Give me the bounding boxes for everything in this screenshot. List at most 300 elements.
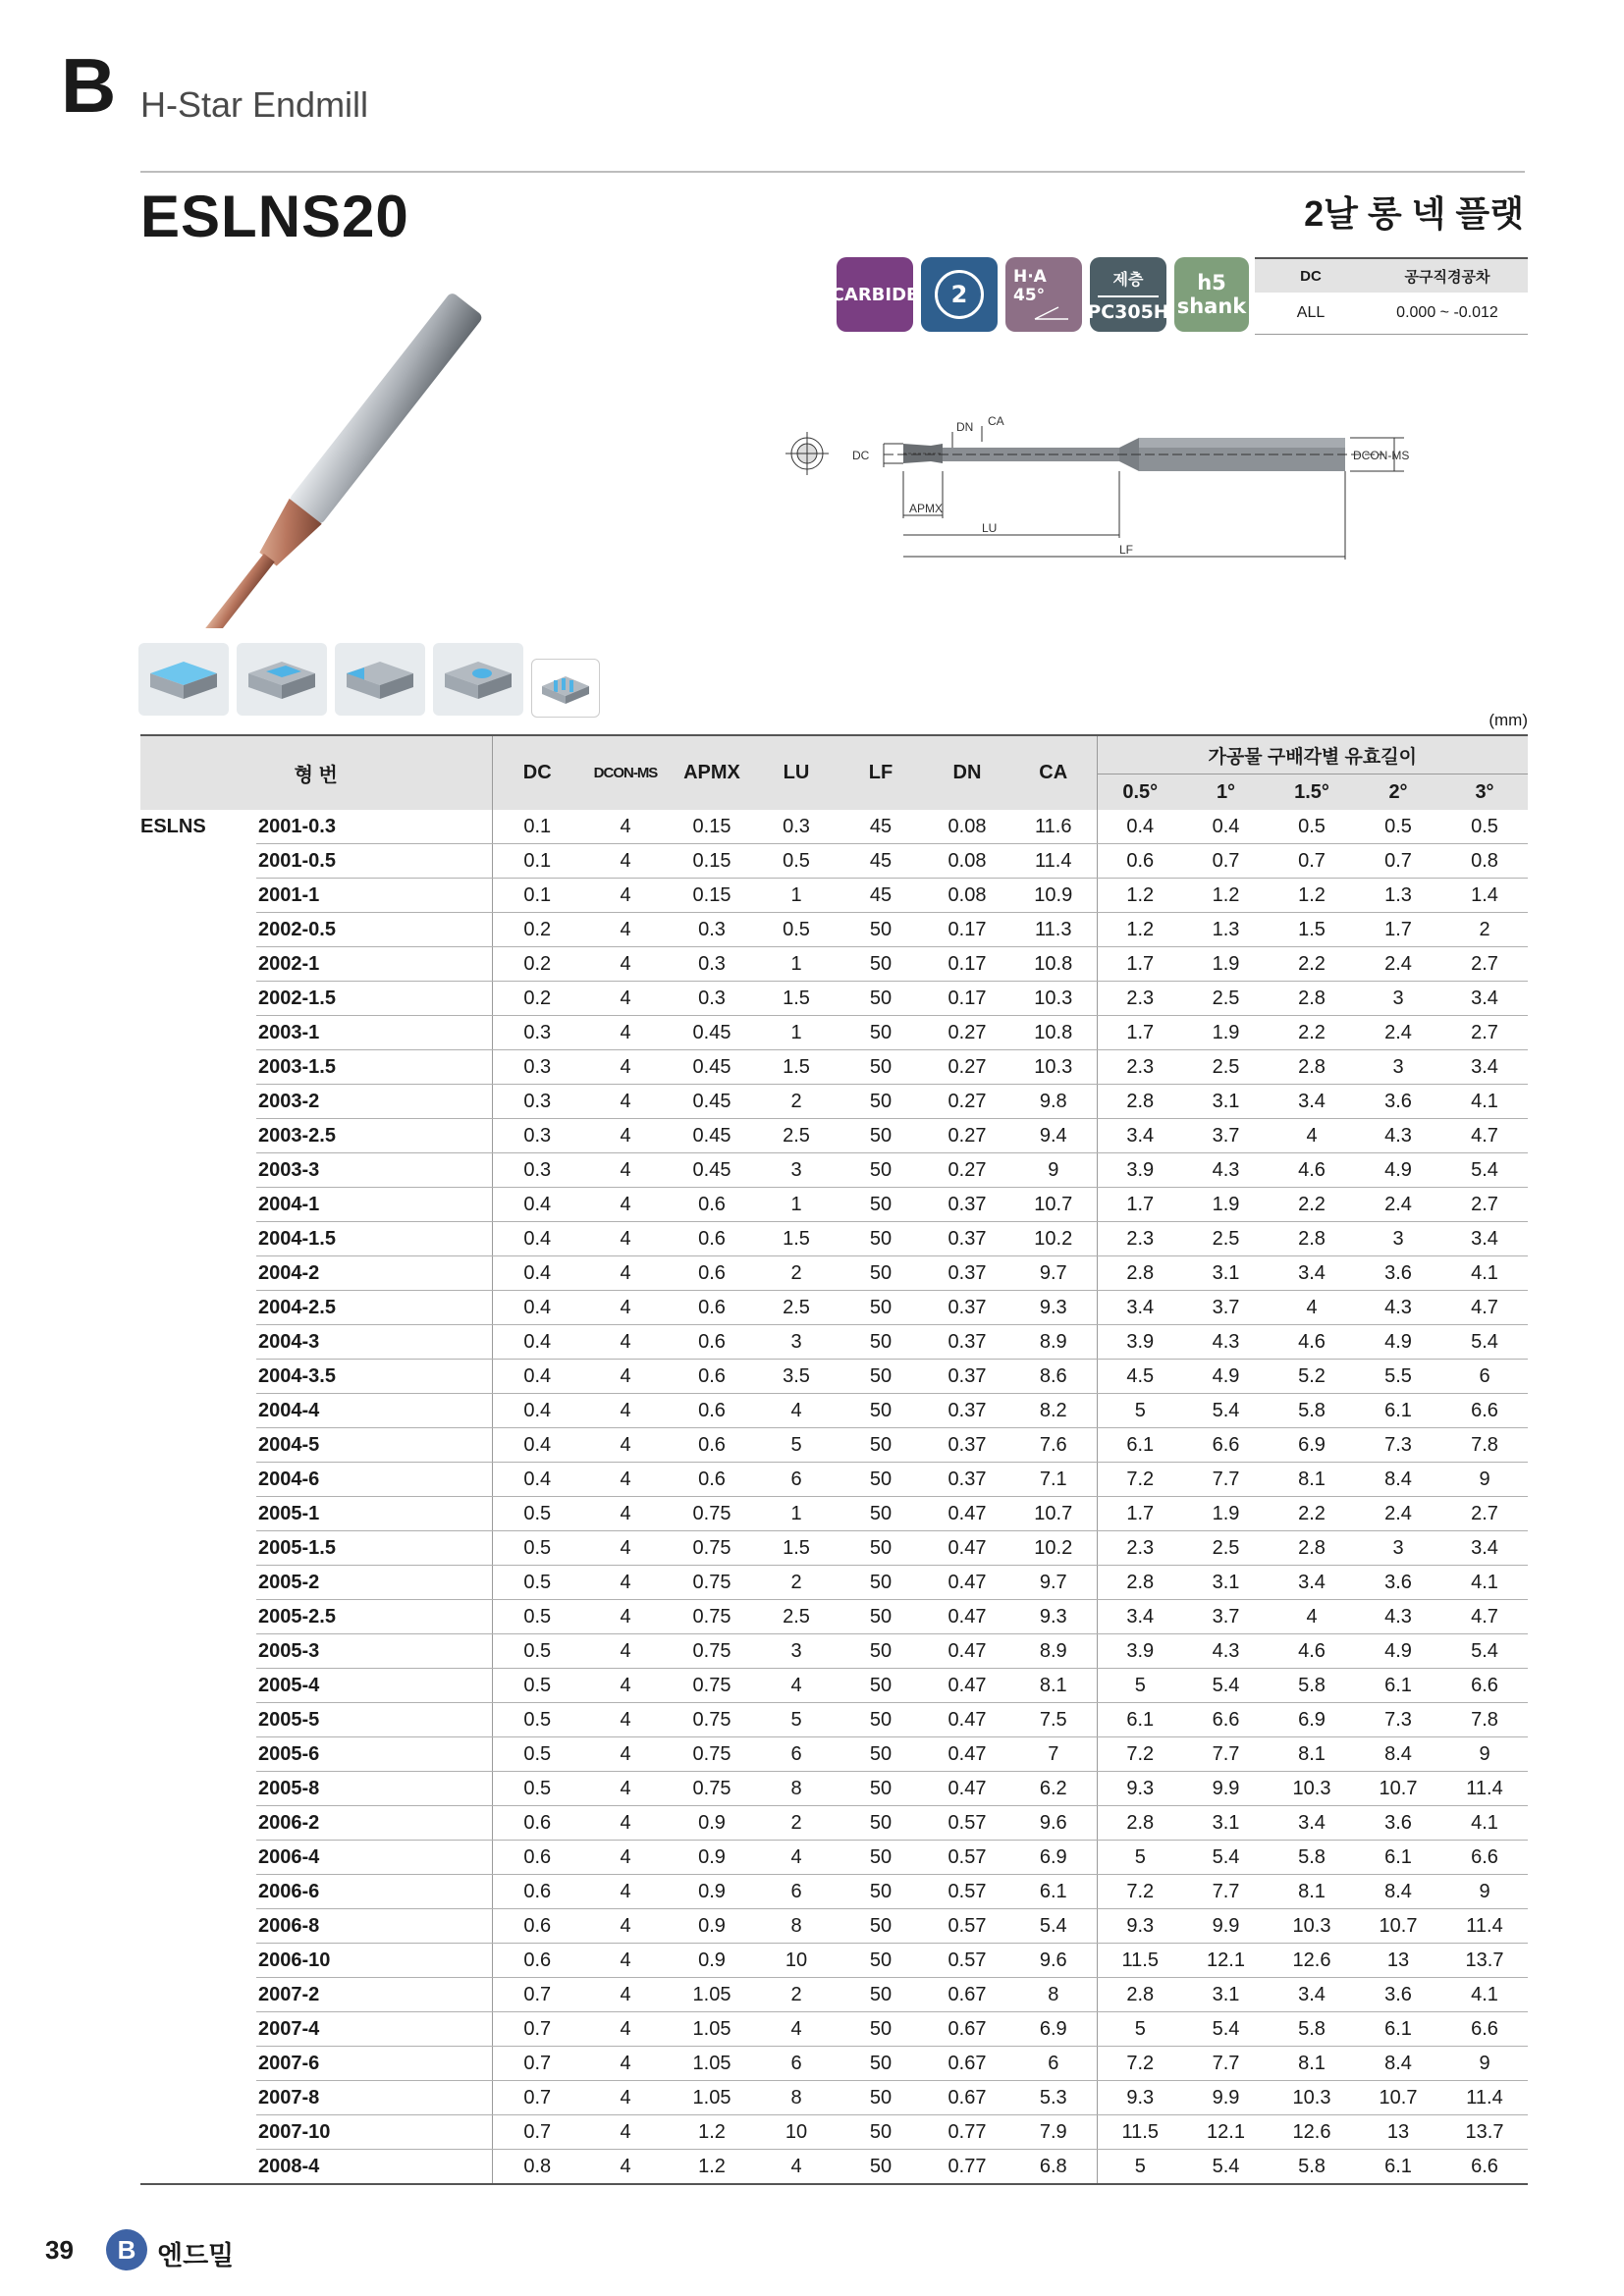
table-cell: 4 — [755, 1841, 838, 1875]
table-cell: 3.6 — [1355, 1978, 1441, 2012]
endmill-technical-drawing — [785, 412, 1434, 569]
table-row — [140, 1050, 1528, 1085]
table-cell: 0.45 — [669, 1050, 755, 1085]
table-cell: 2.8 — [1269, 1050, 1355, 1085]
table-cell: 7.7 — [1183, 1463, 1269, 1497]
table-cell: 2.8 — [1269, 1222, 1355, 1256]
table-cell: 0.3 — [669, 913, 755, 947]
table-cell: 11.4 — [1010, 844, 1097, 879]
table-cell: 0.5 — [492, 1669, 582, 1703]
table-cell: 50 — [838, 1703, 924, 1737]
dc-label: DC — [852, 449, 870, 462]
table-cell: 9.4 — [1010, 1119, 1097, 1153]
table-row — [140, 1909, 1528, 1944]
table-cell: 0.6 — [492, 1875, 582, 1909]
table-cell: 0.47 — [924, 1531, 1010, 1566]
table-cell: 4 — [582, 1978, 669, 2012]
table-cell: 4 — [582, 2081, 669, 2115]
table-cell: 45 — [838, 879, 924, 913]
table-cell: 0.47 — [924, 1634, 1010, 1669]
table-cell: 8.6 — [1010, 1360, 1097, 1394]
section-label: 엔드밀 — [157, 2241, 235, 2271]
table-cell: 0.75 — [669, 1737, 755, 1772]
table-cell: 1.9 — [1183, 1497, 1269, 1531]
header-angle-1: 1° — [1183, 774, 1269, 811]
table-cell: 2.2 — [1269, 947, 1355, 982]
table-cell: 7.6 — [1010, 1428, 1097, 1463]
header-lu: LU — [755, 735, 838, 810]
table-cell: 3.9 — [1097, 1634, 1183, 1669]
table-cell: 4.1 — [1441, 1978, 1528, 2012]
table-cell: 6.8 — [1010, 2150, 1097, 2185]
dcon-label: DCON-MS — [1353, 449, 1410, 462]
table-cell: 13 — [1355, 1944, 1441, 1978]
part-number-cell: 2005-5 — [256, 1703, 492, 1737]
table-cell: 6 — [755, 1875, 838, 1909]
table-cell: 5.2 — [1269, 1360, 1355, 1394]
table-cell: 12.6 — [1269, 2115, 1355, 2150]
table-cell: 0.27 — [924, 1119, 1010, 1153]
part-number-cell: 2005-6 — [256, 1737, 492, 1772]
table-cell: 10.7 — [1355, 1772, 1441, 1806]
table-cell: 0.77 — [924, 2150, 1010, 2185]
table-cell: 0.5 — [492, 1737, 582, 1772]
table-cell: 10.3 — [1010, 982, 1097, 1016]
table-cell: 0.5 — [755, 844, 838, 879]
table-cell: 9.6 — [1010, 1806, 1097, 1841]
part-number-cell: 2001-1 — [256, 879, 492, 913]
tolerance-value: 0.000 ~ -0.012 — [1367, 293, 1528, 335]
lf-label: LF — [1119, 543, 1134, 557]
table-cell: 7.7 — [1183, 2047, 1269, 2081]
table-cell: 11.3 — [1010, 913, 1097, 947]
table-cell: 2.7 — [1441, 947, 1528, 982]
table-cell: 50 — [838, 2012, 924, 2047]
table-cell: 4 — [582, 1119, 669, 1153]
table-cell: 6.6 — [1441, 1394, 1528, 1428]
table-cell: 6.6 — [1183, 1703, 1269, 1737]
table-cell: 10.7 — [1355, 2081, 1441, 2115]
series-name: ESLNS — [140, 810, 256, 2184]
table-cell: 0.6 — [669, 1291, 755, 1325]
table-cell: 1 — [755, 947, 838, 982]
table-cell: 1.5 — [1269, 913, 1355, 947]
table-cell: 9 — [1010, 1153, 1097, 1188]
header-dcon-ms: DCON-MS — [582, 735, 669, 810]
table-cell: 50 — [838, 1566, 924, 1600]
table-cell: 50 — [838, 1841, 924, 1875]
table-cell: 0.7 — [492, 2047, 582, 2081]
table-row — [140, 2081, 1528, 2115]
table-cell: 3.5 — [755, 1360, 838, 1394]
table-cell: 10.3 — [1010, 1050, 1097, 1085]
table-cell: 1.2 — [669, 2150, 755, 2185]
table-cell: 3 — [1355, 1222, 1441, 1256]
table-cell: 50 — [838, 1806, 924, 1841]
table-cell: 0.37 — [924, 1188, 1010, 1222]
table-cell: 0.6 — [492, 1909, 582, 1944]
table-cell: 4 — [582, 1428, 669, 1463]
table-cell: 7.8 — [1441, 1703, 1528, 1737]
table-cell: 0.7 — [492, 2081, 582, 2115]
header-angle-1-5: 1.5° — [1269, 774, 1355, 811]
table-row — [140, 1703, 1528, 1737]
table-cell: 3.4 — [1441, 1222, 1528, 1256]
table-cell: 9.9 — [1183, 1772, 1269, 1806]
part-number-cell: 2002-1 — [256, 947, 492, 982]
table-cell: 6.9 — [1010, 2012, 1097, 2047]
table-cell: 0.27 — [924, 1016, 1010, 1050]
table-cell: 1.05 — [669, 2081, 755, 2115]
table-cell: 2.8 — [1269, 982, 1355, 1016]
table-cell: 1.7 — [1097, 1188, 1183, 1222]
table-cell: 0.67 — [924, 1978, 1010, 2012]
face-milling-icon — [138, 643, 229, 716]
table-cell: 0.3 — [492, 1119, 582, 1153]
table-cell: 0.5 — [1441, 810, 1528, 844]
table-cell: 0.5 — [1269, 810, 1355, 844]
table-cell: 2.3 — [1097, 1531, 1183, 1566]
header-dc: DC — [492, 735, 582, 810]
table-cell: 0.27 — [924, 1153, 1010, 1188]
table-row — [140, 947, 1528, 982]
table-cell: 11.5 — [1097, 1944, 1183, 1978]
table-cell: 1.3 — [1355, 879, 1441, 913]
table-cell: 4 — [582, 2115, 669, 2150]
table-cell: 7.1 — [1010, 1463, 1097, 1497]
table-row — [140, 1841, 1528, 1875]
table-cell: 4 — [582, 1531, 669, 1566]
table-cell: 4 — [582, 1497, 669, 1531]
table-cell: 0.5 — [492, 1566, 582, 1600]
table-cell: 3 — [1355, 982, 1441, 1016]
tolerance-dc: ALL — [1255, 293, 1367, 335]
table-cell: 0.47 — [924, 1600, 1010, 1634]
table-cell: 4.9 — [1355, 1153, 1441, 1188]
table-cell: 0.9 — [669, 1841, 755, 1875]
table-cell: 0.08 — [924, 879, 1010, 913]
table-cell: 2 — [755, 1085, 838, 1119]
table-cell: 50 — [838, 1944, 924, 1978]
table-cell: 5.8 — [1269, 2012, 1355, 2047]
table-cell: 6.9 — [1010, 1841, 1097, 1875]
table-cell: 0.3 — [492, 1016, 582, 1050]
table-cell: 4.1 — [1441, 1256, 1528, 1291]
table-cell: 50 — [838, 1772, 924, 1806]
table-cell: 10.7 — [1355, 1909, 1441, 1944]
table-row — [140, 2150, 1528, 2185]
table-cell: 0.15 — [669, 879, 755, 913]
table-cell: 2.4 — [1355, 947, 1441, 982]
table-cell: 9 — [1441, 1875, 1528, 1909]
table-cell: 7.3 — [1355, 1703, 1441, 1737]
table-cell: 50 — [838, 1978, 924, 2012]
part-number-cell: 2005-3 — [256, 1634, 492, 1669]
table-cell: 4 — [755, 2150, 838, 2185]
table-cell: 0.15 — [669, 844, 755, 879]
table-cell: 4.7 — [1441, 1119, 1528, 1153]
table-cell: 0.4 — [492, 1222, 582, 1256]
part-number-cell: 2005-4 — [256, 1669, 492, 1703]
table-cell: 10.8 — [1010, 1016, 1097, 1050]
table-row — [140, 1737, 1528, 1772]
part-number-cell: 2006-4 — [256, 1841, 492, 1875]
table-cell: 6.9 — [1269, 1428, 1355, 1463]
shank-badge — [1174, 257, 1249, 332]
table-cell: 4 — [582, 1291, 669, 1325]
table-cell: 50 — [838, 1634, 924, 1669]
table-cell: 5.4 — [1183, 2012, 1269, 2047]
table-cell: 50 — [838, 1531, 924, 1566]
table-cell: 9.9 — [1183, 1909, 1269, 1944]
table-cell: 45 — [838, 810, 924, 844]
table-cell: 3.7 — [1183, 1600, 1269, 1634]
table-cell: 0.4 — [492, 1256, 582, 1291]
table-cell: 0.7 — [1355, 844, 1441, 879]
specification-table — [140, 734, 1528, 2185]
table-cell: 10.9 — [1010, 879, 1097, 913]
table-cell: 6.6 — [1441, 2012, 1528, 2047]
table-row — [140, 1978, 1528, 2012]
table-cell: 4.9 — [1355, 1325, 1441, 1360]
table-cell: 0.5 — [492, 1497, 582, 1531]
table-cell: 0.08 — [924, 810, 1010, 844]
table-cell: 0.75 — [669, 1634, 755, 1669]
table-cell: 3.7 — [1183, 1291, 1269, 1325]
table-cell: 3.9 — [1097, 1153, 1183, 1188]
table-cell: 8 — [1010, 1978, 1097, 2012]
table-cell: 2.3 — [1097, 1050, 1183, 1085]
table-cell: 3 — [1355, 1050, 1441, 1085]
table-cell: 4 — [582, 1463, 669, 1497]
table-cell: 4.6 — [1269, 1634, 1355, 1669]
table-cell: 4.6 — [1269, 1153, 1355, 1188]
table-cell: 5.4 — [1183, 1669, 1269, 1703]
table-cell: 0.6 — [669, 1222, 755, 1256]
table-cell: 4 — [582, 2047, 669, 2081]
table-row — [140, 1222, 1528, 1256]
table-cell: 50 — [838, 1463, 924, 1497]
table-cell: 3.6 — [1355, 1806, 1441, 1841]
helix-angle-badge — [1005, 257, 1082, 332]
table-cell: 4 — [582, 1634, 669, 1669]
table-cell: 1.7 — [1097, 947, 1183, 982]
table-cell: 8.1 — [1010, 1669, 1097, 1703]
table-row — [140, 1085, 1528, 1119]
table-cell: 4 — [755, 1394, 838, 1428]
table-cell: 0.27 — [924, 1085, 1010, 1119]
table-cell: 0.7 — [492, 2012, 582, 2047]
table-cell: 0.4 — [492, 1463, 582, 1497]
table-cell: 1.05 — [669, 1978, 755, 2012]
table-cell: 4.3 — [1183, 1153, 1269, 1188]
table-cell: 0.17 — [924, 913, 1010, 947]
table-cell: 2.5 — [755, 1119, 838, 1153]
table-cell: 8 — [755, 2081, 838, 2115]
tolerance-table — [1255, 257, 1528, 335]
table-row — [140, 810, 1528, 844]
table-cell: 4.6 — [1269, 1325, 1355, 1360]
table-cell: 50 — [838, 1909, 924, 1944]
table-cell: 8 — [755, 1909, 838, 1944]
table-cell: 6.6 — [1441, 1841, 1528, 1875]
table-cell: 0.6 — [492, 1841, 582, 1875]
table-cell: 1 — [755, 1188, 838, 1222]
table-cell: 4.3 — [1183, 1634, 1269, 1669]
part-number-cell: 2007-4 — [256, 2012, 492, 2047]
table-cell: 0.6 — [492, 1944, 582, 1978]
tolerance-header-dc: DC — [1255, 258, 1367, 293]
table-cell: 3.1 — [1183, 1566, 1269, 1600]
table-cell: 0.47 — [924, 1669, 1010, 1703]
table-cell: 2.2 — [1269, 1016, 1355, 1050]
table-cell: 4 — [582, 2012, 669, 2047]
table-cell: 0.77 — [924, 2115, 1010, 2150]
table-cell: 1.2 — [1097, 913, 1183, 947]
table-cell: 4 — [582, 1016, 669, 1050]
table-cell: 0.8 — [492, 2150, 582, 2185]
table-cell: 4 — [1269, 1119, 1355, 1153]
table-cell: 0.7 — [1269, 844, 1355, 879]
table-cell: 4 — [582, 810, 669, 844]
table-cell: 2.5 — [1183, 1531, 1269, 1566]
table-cell: 0.2 — [492, 982, 582, 1016]
table-cell: 10.2 — [1010, 1222, 1097, 1256]
table-cell: 0.5 — [492, 1772, 582, 1806]
table-cell: 0.5 — [492, 1531, 582, 1566]
table-cell: 13 — [1355, 2115, 1441, 2150]
table-cell: 11.6 — [1010, 810, 1097, 844]
table-cell: 4 — [582, 1085, 669, 1119]
table-cell: 5.8 — [1269, 2150, 1355, 2185]
table-row — [140, 1016, 1528, 1050]
table-cell: 12.1 — [1183, 2115, 1269, 2150]
table-cell: 3.1 — [1183, 1256, 1269, 1291]
table-cell: 0.4 — [492, 1394, 582, 1428]
table-cell: 1.05 — [669, 2047, 755, 2081]
table-cell: 0.37 — [924, 1325, 1010, 1360]
table-cell: 6.1 — [1097, 1703, 1183, 1737]
table-cell: 1.9 — [1183, 1188, 1269, 1222]
table-cell: 8.9 — [1010, 1634, 1097, 1669]
table-cell: 8.2 — [1010, 1394, 1097, 1428]
coating-divider — [1098, 295, 1159, 297]
table-cell: 10.7 — [1010, 1188, 1097, 1222]
table-cell: 4 — [582, 1669, 669, 1703]
coating-badge — [1087, 257, 1169, 332]
table-row — [140, 1497, 1528, 1531]
table-row — [140, 844, 1528, 879]
table-cell: 7.7 — [1183, 1737, 1269, 1772]
part-number-cell: 2004-6 — [256, 1463, 492, 1497]
table-cell: 9.8 — [1010, 1085, 1097, 1119]
table-cell: 10.3 — [1269, 1909, 1355, 1944]
table-cell: 3 — [755, 1634, 838, 1669]
table-cell: 0.67 — [924, 2012, 1010, 2047]
table-cell: 13.7 — [1441, 2115, 1528, 2150]
table-cell: 0.37 — [924, 1256, 1010, 1291]
table-cell: 0.6 — [492, 1806, 582, 1841]
unit-label: (mm) — [1489, 711, 1528, 729]
table-cell: 2.8 — [1097, 1085, 1183, 1119]
table-cell: 3.4 — [1441, 982, 1528, 1016]
table-cell: 7.2 — [1097, 1463, 1183, 1497]
table-cell: 4 — [1269, 1291, 1355, 1325]
table-cell: 1.7 — [1355, 913, 1441, 947]
flute-icon — [935, 270, 984, 319]
table-cell: 3.6 — [1355, 1256, 1441, 1291]
table-cell: 7.7 — [1183, 1875, 1269, 1909]
table-cell: 0.45 — [669, 1016, 755, 1050]
table-row — [140, 1944, 1528, 1978]
table-cell: 8 — [755, 1772, 838, 1806]
table-cell: 0.6 — [669, 1325, 755, 1360]
table-cell: 0.15 — [669, 810, 755, 844]
table-cell: 10.7 — [1010, 1497, 1097, 1531]
table-cell: 6.1 — [1355, 1394, 1441, 1428]
table-row — [140, 1291, 1528, 1325]
table-cell: 8.1 — [1269, 1737, 1355, 1772]
coating-label: 제층 — [1112, 269, 1144, 289]
table-cell: 10.3 — [1269, 1772, 1355, 1806]
table-cell: 7.3 — [1355, 1428, 1441, 1463]
table-cell: 8.1 — [1269, 2047, 1355, 2081]
table-cell: 10 — [755, 1944, 838, 1978]
table-cell: 5 — [755, 1428, 838, 1463]
table-cell: 6.6 — [1441, 1669, 1528, 1703]
table-cell: 0.75 — [669, 1497, 755, 1531]
header-ca: CA — [1010, 735, 1097, 810]
table-cell: 1.2 — [1097, 879, 1183, 913]
part-number-cell: 2008-4 — [256, 2150, 492, 2185]
table-cell: 0.6 — [669, 1428, 755, 1463]
table-cell: 2.7 — [1441, 1497, 1528, 1531]
part-number-cell: 2007-8 — [256, 2081, 492, 2115]
table-cell: 4.5 — [1097, 1360, 1183, 1394]
part-number-cell: 2005-1.5 — [256, 1531, 492, 1566]
footer-band — [0, 2220, 295, 2279]
part-number-cell: 2006-2 — [256, 1806, 492, 1841]
table-cell: 50 — [838, 1360, 924, 1394]
table-cell: 50 — [838, 1875, 924, 1909]
table-cell: 11.4 — [1441, 1909, 1528, 1944]
table-cell: 5.4 — [1183, 2150, 1269, 2185]
table-cell: 0.57 — [924, 1909, 1010, 1944]
table-cell: 9 — [1441, 1463, 1528, 1497]
table-row — [140, 1806, 1528, 1841]
table-cell: 1.9 — [1183, 947, 1269, 982]
table-cell: 0.75 — [669, 1703, 755, 1737]
section-letter: B — [61, 42, 117, 129]
table-cell: 4 — [582, 1737, 669, 1772]
table-cell: 4.3 — [1183, 1325, 1269, 1360]
part-number-cell: 2004-5 — [256, 1428, 492, 1463]
table-cell: 2 — [755, 1256, 838, 1291]
table-cell: 4 — [582, 1772, 669, 1806]
table-cell: 2.5 — [755, 1291, 838, 1325]
table-cell: 7.2 — [1097, 2047, 1183, 2081]
apmx-label: APMX — [909, 502, 944, 515]
table-cell: 11.5 — [1097, 2115, 1183, 2150]
table-row — [140, 1669, 1528, 1703]
table-cell: 2 — [755, 1806, 838, 1841]
table-row — [140, 2047, 1528, 2081]
table-cell: 5.4 — [1441, 1634, 1528, 1669]
table-cell: 6 — [755, 1737, 838, 1772]
table-cell: 0.5 — [492, 1600, 582, 1634]
part-number-cell: 2004-1.5 — [256, 1222, 492, 1256]
part-number-cell: 2004-4 — [256, 1394, 492, 1428]
